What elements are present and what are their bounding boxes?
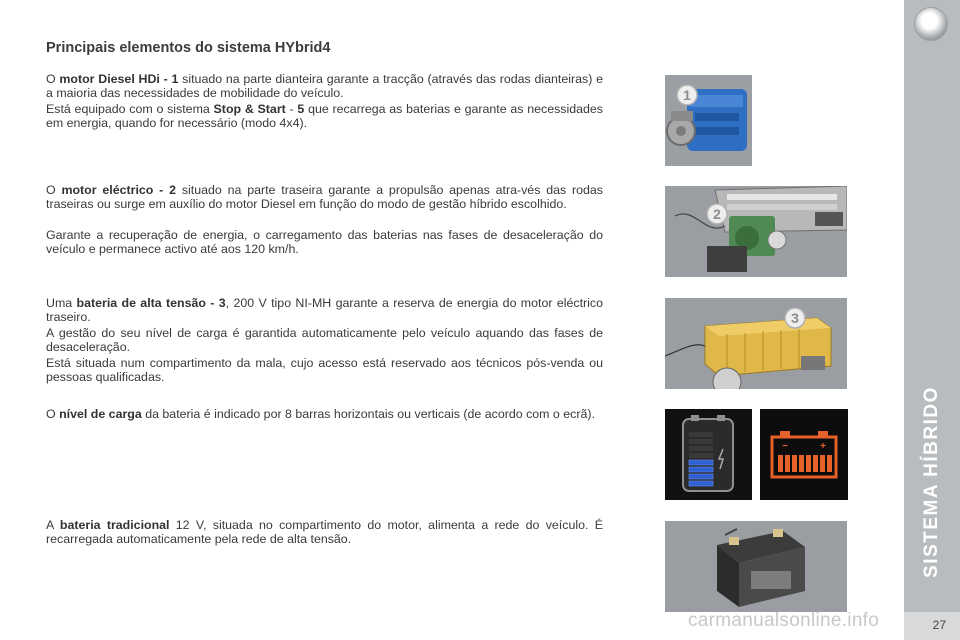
chapter-circle-icon (915, 8, 947, 40)
svg-text:−: − (782, 441, 788, 452)
hv-battery-paragraph-1: Uma bateria de alta tensão - 3, 200 V tipo NI-MH garante a reserva de energia do motor eléctrico traseiro. (46, 296, 603, 324)
charge-level-paragraph: O nível de carga da bateria é indicado por 8 barras horizontais ou verticais (de acordo com o ecrã). (46, 407, 595, 421)
hv-battery-paragraph-2: A gestão do seu nível de carga é garantida automaticamente pelo veículo aquando das fases de desaceleração. (46, 326, 603, 354)
traditional-battery-image (665, 521, 847, 612)
stop-start-name: Stop & Start (213, 102, 286, 116)
watermark: carmanualsonline.info (688, 610, 880, 631)
diesel-engine-image (665, 75, 752, 166)
charge-level-horizontal-display (760, 409, 848, 500)
engine-paragraph-2: Está equipado com o sistema Stop & Start - 5 que recarrega as baterias e garante as necessidades em energia, quando for necessário (modo 4x4). (46, 102, 603, 130)
charge-level-name: nível de carga (59, 407, 142, 421)
electric-motor-image (665, 186, 847, 277)
charge-level-vertical-display (665, 409, 752, 500)
electric-motor-paragraph-2: Garante a recuperação de energia, o carregamento das baterias nas fases de desaceleração do veículo e permanece activo até aos 120 km/h. (46, 228, 603, 256)
page-title: Principais elementos do sistema HYbrid4 (46, 40, 331, 56)
engine-name: motor Diesel HDi - 1 (59, 72, 179, 86)
engine-paragraph-1: O motor Diesel HDi - 1 situado na parte dianteira garante a tracção (através das rodas dianteiras) e a maioria das necessidades de mobilidade do veículo. (46, 72, 603, 100)
page-number: 27 (932, 618, 946, 632)
electric-motor-number-label: 2 (713, 206, 721, 222)
svg-text:+: + (820, 441, 826, 452)
hv-battery-name: bateria de alta tensão - 3 (76, 296, 226, 310)
hv-battery-image (665, 298, 847, 389)
electric-motor-paragraph-1: O motor eléctrico - 2 situado na parte traseira garante a propulsão apenas atra-vés das rodas traseiras ou surge em auxílio do motor Diesel em função do modo de gestão híbrido escolhido. (46, 183, 603, 211)
hv-battery-paragraph-3: Está situada num compartimento da mala, cujo acesso está reservado aos técnicos pós-venda ou pessoas qualificadas. (46, 356, 603, 384)
traditional-battery-name: bateria tradicional (59, 518, 170, 532)
traditional-battery-paragraph: A bateria tradicional 12 V, situada no compartimento do motor, alimenta a rede do veículo. É recarregada automaticamente pela rede de alta tensão. (46, 518, 603, 546)
page-number-tab (904, 612, 960, 640)
chapter-title: SISTEMA HÍBRIDO (921, 386, 942, 578)
engine-number-label: 1 (683, 87, 691, 103)
hv-battery-number-label: 3 (791, 310, 799, 326)
chapter-sidebar (904, 0, 960, 640)
electric-motor-name: motor eléctrico - 2 (61, 183, 177, 197)
